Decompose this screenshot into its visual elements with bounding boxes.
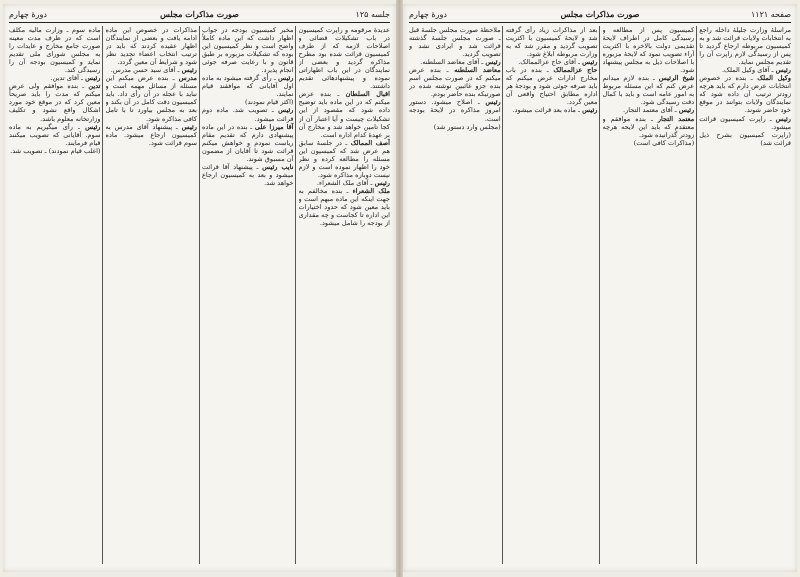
speaker-name: رئیس — [85, 74, 101, 83]
text-column — [699, 26, 791, 564]
right-page-header — [409, 8, 791, 23]
paragraph-text: ماده سوم ـ وزارت مالیه مکلف است که در ظرف مدت معینه صورت جامع مخارج و عایدات را به مجلس شورای ملی تقدیم نماید و کمیسیون بودجه آن را رسیدگی کند. — [9, 26, 101, 75]
speaker-name: اقبال السلطان — [345, 90, 390, 99]
paragraph-text: بنده در باب مخارج ادارات عرض میکنم که باید صرفه جوئی شود و بودجهٔ هر اداره مطابق احتیاج واقعی آن معین گردد. — [505, 66, 598, 107]
paragraph-text: (راپرت کمیسیون بشرح ذیل قرائت شد) — [699, 130, 791, 147]
speaker-name: رئیس — [775, 114, 791, 123]
paragraph-text: پیشنهاد آقا قرائت میشود و بعد به کمیسیون ارجاع خواهد شد. — [202, 162, 294, 187]
paragraph-text: مذاکرات در خصوص این ماده ادامه یافت و بعضی از نمایندگان اظهار عقیده کردند که باید در ترتیب انتخاب اعضاء تجدید نظر شود و شرایط آن معین گردد. — [105, 26, 197, 67]
paragraph: وکیل الملک ـ بنده در خصوص انتخابات عرض دارم که باید هرچه زودتر ترتیب آن داده شود که نمایندگان ولایات بتوانند در موقع خود حاضر شوند. — [699, 74, 791, 115]
speaker-name: وکیل الملک — [757, 74, 791, 83]
paragraph-text: آقای معتمد التجار. — [623, 106, 673, 115]
paragraph — [603, 26, 695, 74]
paragraph-text: آقای تدین. — [50, 74, 79, 83]
paragraph-text: (اکثر قیام نمودند) — [245, 98, 294, 107]
paragraph-text: در جلسهٔ سابق هم عرض شد که کمیسیون این مسئله را مطالعه کرده و نظر خود را اظهار نموده است و لازم نیست دوباره مذاکره شود. — [298, 138, 390, 179]
left-page — [3, 4, 396, 572]
paragraph — [9, 26, 101, 74]
paragraph-text: (مذاکرات کافی است) — [633, 138, 695, 147]
paragraph-text: تصویب شد. ماده دوم قرائت میشود. — [202, 106, 294, 123]
paragraph-text: آقای حاج عزالممالک. — [518, 58, 576, 67]
paragraph-text: بنده در خصوص انتخابات عرض دارم که باید هرچه زودتر ترتیب آن داده شود که نمایندگان ولایات بتوانند در موقع خود حاضر شوند. — [699, 74, 791, 115]
paragraph: آصف الممالک ـ در جلسهٔ سابق هم عرض شد که کمیسیون این مسئله را مطالعه کرده و نظر خود را اظهار نموده است و لازم نیست دوباره مذاکره شود. — [298, 138, 390, 179]
column-rule — [696, 26, 697, 564]
speaker-name: رئیس — [85, 122, 101, 131]
speaker-name: آصف الممالک — [350, 138, 390, 147]
paragraph-text: آقای سید حسن مدرس. — [110, 66, 176, 75]
paragraph-text: ملاحظهٔ صورت مجلس جلسهٔ قبل ـ صورت مجلس جلسهٔ گذشته قرائت شد و ایرادی نشد و تصویب گردید. — [409, 26, 501, 59]
paragraph-text: بنده موافقم و معتقدم که باید این لایحه هرچه زودتر گذرانیده شود. — [602, 114, 695, 139]
speaker-name: ملک الشعراء — [352, 186, 390, 195]
paragraph-text: بنده لازم میدانم عرض کنم که این مسئله مربوط به امور عامه است و باید با کمال دقت رسیدگی شود. — [602, 74, 695, 107]
speaker-name: مدرس — [178, 74, 197, 83]
paragraph — [699, 26, 791, 66]
speaker-name: رئیس — [374, 178, 390, 187]
text-column — [299, 26, 391, 564]
paragraph — [603, 139, 695, 147]
left-header-term: دورهٔ چهارم — [9, 10, 47, 19]
text-column — [409, 26, 501, 564]
paragraph — [409, 26, 501, 58]
paragraph-text: رأی میگیریم به ماده سوم. آقایانی که تصویب میکنند قیام فرمایند. — [9, 122, 101, 147]
paragraph: اقبال السلطان ـ بنده عرض میکنم که در این ماده باید توضیح داده شود که مقصود از این تشکیلات چیست و آیا اعتبار آن از کجا تامین خواهد شد و مخارج آن بر عهدهٔ کدام اداره است. — [298, 90, 390, 139]
paragraph-text: بنده عرض میکنم که در صورت مجلس اسم بنده جزو غائبین نوشته شده در صورتیکه بنده حاضر بودم. — [409, 66, 501, 99]
speaker-name: رئیس — [181, 122, 197, 131]
left-header-session: جلسه ۱۲۵ — [355, 10, 390, 19]
paragraph: تدین ـ بنده موافقم ولی عرض میکنم که مدت را باید صریحاً معین کرد که در موقع خود مورد اشکال واقع نشود و تکلیف وزارتخانه معلوم باشد. — [9, 82, 101, 123]
paragraph — [202, 98, 294, 106]
paragraph-text: (مجلس وارد دستور شد) — [433, 122, 501, 131]
paragraph-text: ماده بعد قرائت میشود. — [512, 106, 576, 115]
text-column — [106, 26, 198, 564]
text-column — [202, 26, 294, 564]
paragraph-text: (اغلب قیام نمودند) ـ تصویب شد. — [10, 146, 101, 155]
paragraph-text: مراسلهٔ وزارت جلیلهٔ داخله راجع به انتخابات ولایات قرائت شد و به کمیسیون مربوطه ارجاع گردید تا پس از رسیدگی لازم راپرت آن را تقدیم مجلس نماید. — [699, 26, 791, 67]
speaker-name: رئیس — [582, 58, 598, 67]
speaker-name: رئیس — [485, 98, 501, 107]
paragraph: رئیس ـ رأی گرفته میشود به ماده اول آقایانی که موافقند قیام نمایند. — [202, 74, 294, 99]
paragraph: رئیس ـ رأی میگیریم به ماده سوم. آقایانی که تصویب میکنند قیام فرمایند. — [9, 122, 101, 147]
paragraph: رئیس ـ آقای معتمد التجار. — [623, 106, 695, 115]
paragraph: رئیس ـ آقای وکیل الملک. — [721, 66, 791, 75]
paragraph-text: بنده در این ماده پیشنهادی دارم که تقدیم مقام ریاست نمودم و خواهش میکنم قرائت شود تا آقایان از مضمون آن مسبوق شوند. — [202, 122, 294, 163]
paragraph-text: آقای وکیل الملک. — [721, 66, 770, 75]
left-columns — [9, 26, 390, 564]
column-rule — [295, 26, 296, 564]
paragraph-text: مخبر کمیسیون بودجه در جواب اظهار داشت که این ماده کاملاً واضح است و نظر کمیسیون این بوده که تشکیلات مزبوره بر طبق قانون و با رعایت صرفه جوئی انجام پذیرد. — [202, 26, 294, 75]
speaker-name: رئیس — [278, 74, 294, 83]
paragraph: رئیس ـ ماده بعد قرائت میشود. — [512, 106, 598, 115]
right-header-page-number: صفحه ۱۱۲۱ — [750, 10, 791, 19]
paragraph: شیخ الرئیس ـ بنده لازم میدانم عرض کنم که این مسئله مربوط به امور عامه است و باید با کمال دقت رسیدگی شود. — [602, 74, 695, 107]
paragraph-text: پیشنهاد آقای مدرس به کمیسیون ارجاع میشود. ماده سوم قرائت شود. — [105, 122, 197, 147]
speaker-name: رئیس — [678, 106, 695, 115]
speaker-name: حاج عزالممالک — [553, 66, 598, 75]
column-rule — [102, 26, 103, 564]
left-header-title: صورت مذاکرات مجلس — [160, 9, 239, 19]
right-columns — [409, 26, 791, 564]
speaker-name: رئیس — [775, 66, 791, 75]
right-header-term: دورهٔ چهارم — [409, 10, 447, 19]
paragraph-text: آقای معاضد السلطنه. — [420, 58, 480, 67]
paragraph: رئیس ـ آقای معاضد السلطنه. — [420, 58, 501, 67]
text-column — [9, 26, 101, 564]
paragraph: حاج عزالممالک ـ بنده در باب مخارج ادارات عرض میکنم که باید صرفه جوئی شود و بودجهٔ هر اداره مطابق احتیاج واقعی آن معین گردد. — [505, 66, 598, 107]
paragraph: ملک الشعراء ـ بنده مخالفم به جهت اینکه این ماده مبهم است و باید معین شود که حدود اختیارات این اداره تا کجاست و چه مقداری از بودجه را شامل میشود. — [298, 186, 390, 228]
right-header-title: صورت مذاکرات مجلس — [560, 9, 640, 19]
paragraph-text: رأی گرفته میشود به ماده اول آقایانی که موافقند قیام نمایند. — [202, 74, 294, 99]
paragraph — [106, 26, 198, 66]
paragraph — [202, 26, 294, 74]
paragraph-text: بنده عرض میکنم این مسئله از مسائل مهمه است و نباید با عجله در آن رأی داد. باید کمیسیون دقت کامل در آن بکند و بعد به مجلس بیاورد تا با تامل کافی مذاکره شود. — [105, 74, 197, 123]
right-page — [403, 4, 797, 572]
paragraph: رئیس ـ آقای حاج عزالممالک. — [518, 58, 598, 67]
speaker-name: تدین — [88, 82, 101, 91]
text-column — [506, 26, 598, 564]
speaker-name: رئیس — [181, 66, 197, 75]
paragraph: رئیس ـ آقای تدین. — [50, 74, 101, 83]
paragraph-text: عدیدهٔ مرقومه و راپرت کمیسیون در باب تشکیلات قضائی و اصلاحات لازمه که از طرف کمیسیون قرائت شده بود مطرح مذاکره گردید و بعضی از نمایندگان در این باب اظهاراتی نموده و پیشنهادهائی تقدیم داشتند. — [298, 26, 390, 91]
paragraph: رئیس ـ پیشنهاد آقای مدرس به کمیسیون ارجاع میشود. ماده سوم قرائت شود. — [105, 122, 197, 147]
speaker-name: شیخ الرئیس — [658, 74, 695, 83]
paragraph: رئیس ـ تصویب شد. ماده دوم قرائت میشود. — [202, 106, 294, 123]
paragraph-text: آقای ملک الشعراء. — [316, 178, 369, 187]
paragraph: رئیس ـ اصلاح میشود. دستور امروز مذاکره در لایحهٔ بودجه است. — [409, 98, 501, 123]
paragraph: معتمد التجار ـ بنده موافقم و معتقدم که باید این لایحه هرچه زودتر گذرانیده شود. — [602, 114, 695, 139]
paragraph: رئیس ـ آقای سید حسن مدرس. — [110, 66, 197, 75]
speaker-name: رئیس — [278, 106, 294, 115]
paragraph: آقا میرزا علی ـ بنده در این ماده پیشنهادی دارم که تقدیم مقام ریاست نمودم و خواهش میکنم قرائت شود تا آقایان از مضمون آن مسبوق شوند. — [202, 122, 294, 163]
paragraph — [409, 123, 501, 131]
speaker-name: رئیس — [485, 58, 501, 67]
book-gutter — [396, 0, 403, 577]
speaker-name: رئیس — [582, 106, 598, 115]
paragraph: معاضد السلطنه ـ بنده عرض میکنم که در صورت مجلس اسم بنده جزو غائبین نوشته شده در صورتیکه بنده حاضر بودم. — [409, 66, 501, 99]
paragraph — [9, 147, 101, 155]
paragraph: مدرس ـ بنده عرض میکنم این مسئله از مسائل مهمه است و نباید با عجله در آن رأی داد. باید کمیسیون دقت کامل در آن بکند و بعد به مجلس بیاورد تا با تامل کافی مذاکره شود. — [105, 74, 197, 123]
paragraph-text: بنده مخالفم به جهت اینکه این ماده مبهم است و باید معین شود که حدود اختیارات این اداره تا کجاست و چه مقداری از بودجه را شامل میشود. — [298, 186, 390, 228]
paragraph-text: اصلاح میشود. دستور امروز مذاکره در لایحهٔ بودجه است. — [409, 98, 501, 123]
column-rule — [199, 26, 200, 564]
paragraph: نایب رئیس ـ پیشنهاد آقا قرائت میشود و بعد به کمیسیون ارجاع خواهد شد. — [202, 162, 294, 187]
speaker-name: معاضد السلطنه — [454, 66, 501, 75]
paragraph-text: کمیسیون پس از مطالعه و رسیدگی کامل در اطراف لایحهٔ تقدیمی دولت بالاخره با اکثریت آراء تصویب نمود که لایحهٔ مزبوره با اصلاحات ذیل به مجلس پیشنهاد شود. — [602, 26, 695, 75]
paragraph — [299, 26, 391, 90]
paragraph-text: راپرت کمیسیون قرائت میشود. — [699, 114, 791, 131]
paragraph-text: بعد از مذاکرات زیاد رأی گرفته شد و لایحهٔ کمیسیون با اکثریت تصویب گردید و مقرر شد که به وزارت مربوطه ابلاغ شود. — [505, 26, 598, 59]
paragraph-text: بنده موافقم ولی عرض میکنم که مدت را باید صریحاً معین کرد که در موقع خود مورد اشکال واقع نشود و تکلیف وزارتخانه معلوم باشد. — [9, 82, 101, 123]
speaker-name: معتمد التجار — [657, 114, 695, 123]
left-page-header — [9, 8, 390, 23]
speaker-name: آقا میرزا علی — [254, 122, 294, 131]
text-column — [603, 26, 695, 564]
column-rule — [599, 26, 600, 564]
paragraph — [506, 26, 598, 58]
paragraph — [699, 131, 791, 147]
column-rule — [502, 26, 503, 564]
paragraph: رئیس ـ آقای ملک الشعراء. — [316, 178, 390, 187]
speaker-name: نایب رئیس — [262, 162, 294, 171]
paragraph-text: بنده عرض میکنم که در این ماده باید توضیح داده شود که مقصود از این تشکیلات چیست و آیا اعتبار آن از کجا تامین خواهد شد و مخارج آن بر عهدهٔ کدام اداره است. — [298, 90, 390, 139]
paragraph: رئیس ـ راپرت کمیسیون قرائت میشود. — [699, 114, 791, 131]
